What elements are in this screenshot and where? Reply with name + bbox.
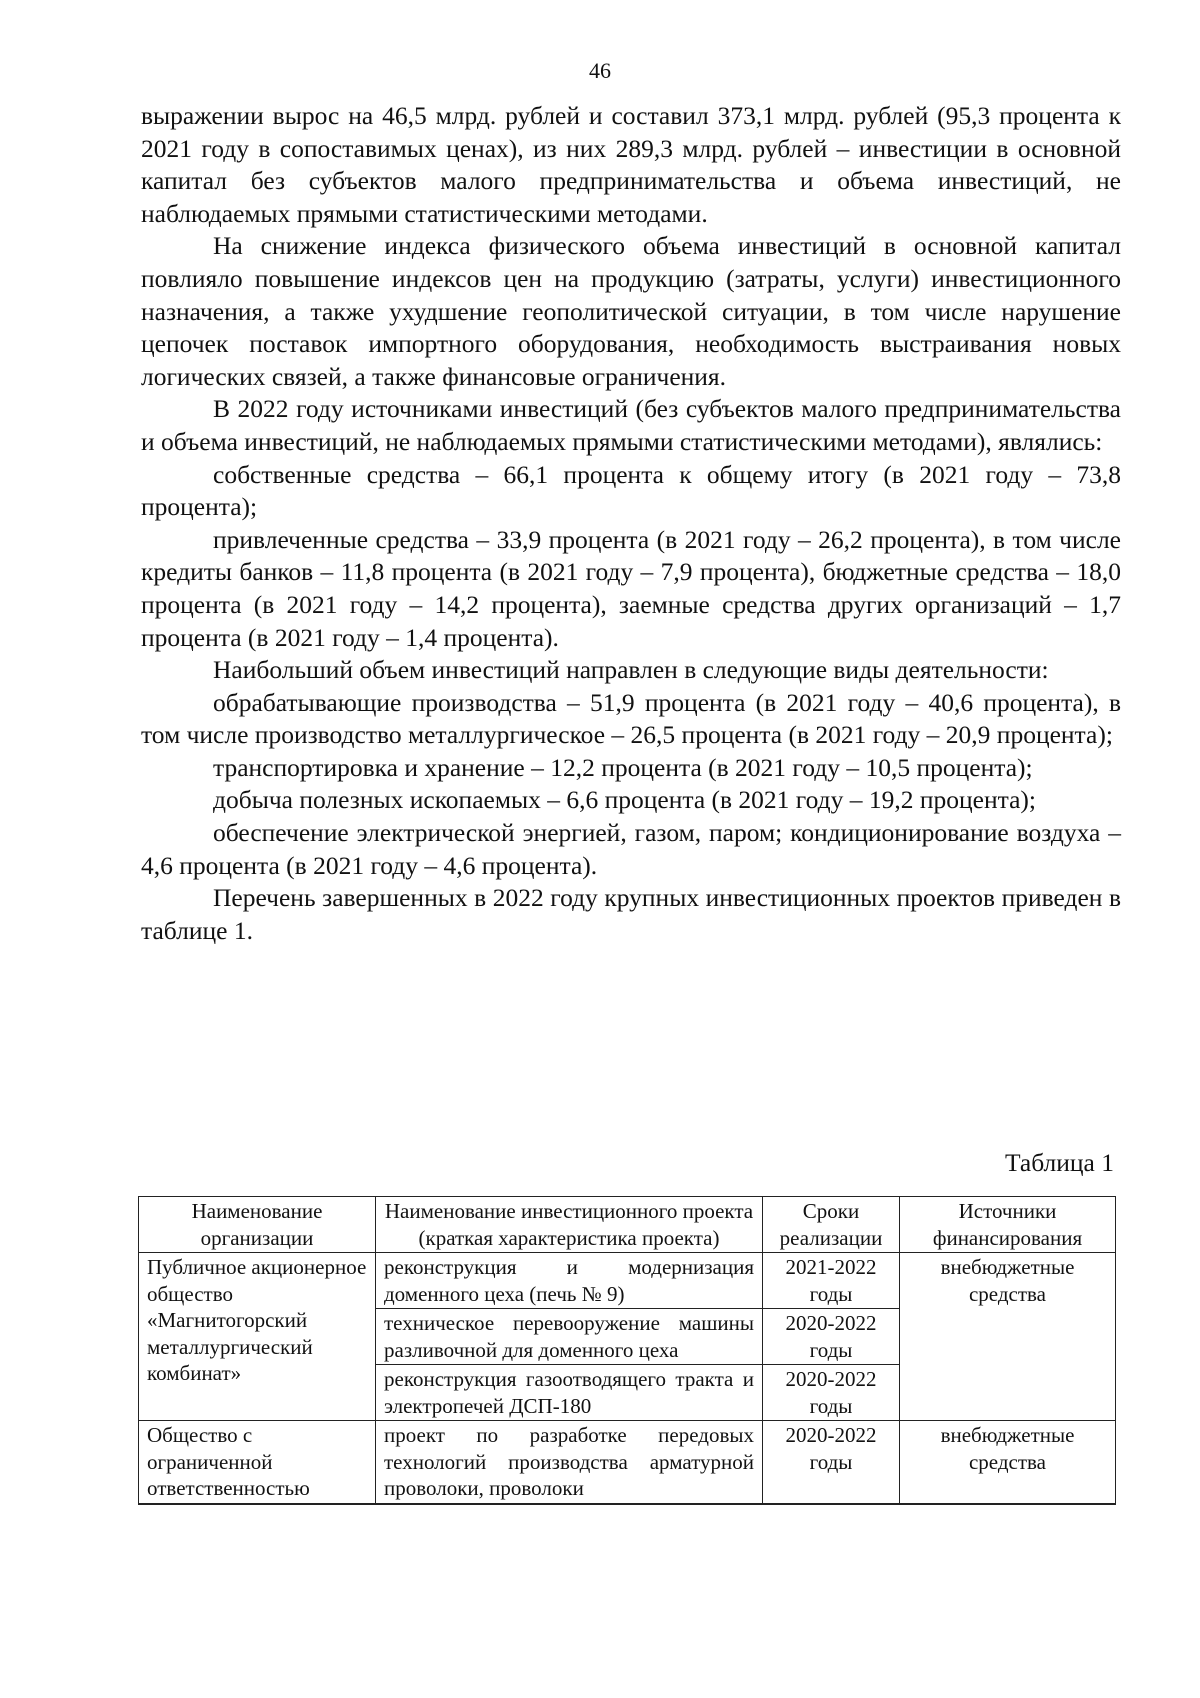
paragraph: выражении вырос на 46,5 млрд. рублей и составил 373,1 млрд. рублей (95,3 процента к 2021 году в сопоставимых ценах), из них 289,3 млрд. рублей – инвестиции в основной капитал без субъектов малого предпринимательства и объема инвестиций, не наблюдаемых прямыми статистическими методами. <box>141 101 1121 228</box>
period-cell: 2020-2022 годы <box>763 1421 900 1504</box>
list-item: обрабатывающие производства – 51,9 процента (в 2021 году – 40,6 процента), в том числе производство металлургическое – 26,5 процента (в 2021 году – 20,9 процента); <box>141 687 1121 750</box>
paragraph: Перечень завершенных в 2022 году крупных инвестиционных проектов приведен в таблице 1. <box>141 883 1121 945</box>
period-cell: 2020-2022 годы <box>763 1309 900 1365</box>
header-organization: Наименование организации <box>139 1197 376 1253</box>
project-cell: проект по разработке передовых технологий производства арматурной проволоки, проволоки <box>376 1421 763 1504</box>
period-cell: 2020-2022 годы <box>763 1365 900 1421</box>
organization-cell: Публичное акционерное общество «Магнитогорский металлургический комбинат» <box>139 1253 376 1421</box>
organization-cell: Общество с ограниченной ответственностью <box>139 1421 376 1504</box>
funding-cell: внебюджетные средства <box>900 1421 1116 1504</box>
header-project: Наименование инвестиционного проекта (краткая характеристика проекта) <box>376 1197 763 1253</box>
table-caption: Таблица 1 <box>1004 1148 1114 1177</box>
paragraph: В 2022 году источниками инвестиций (без субъектов малого предпринимательства и объема инвестиций, не наблюдаемых прямыми статистическими методами), являлись: <box>141 394 1121 456</box>
table-row <box>139 1421 1116 1504</box>
paragraph: На снижение индекса физического объема инвестиций в основной капитал повлияло повышение индексов цен на продукцию (затраты, услуги) инвестиционного назначения, а также ухудшение геополитической ситуации, в том числе нарушение цепочек поставок импортного оборудования, необходимость выстраивания новых логических связей, а также финансовые ограничения. <box>141 231 1121 391</box>
period-cell: 2021-2022 годы <box>763 1253 900 1309</box>
projects-table <box>138 1196 1116 1505</box>
list-item: обеспечение электрической энергией, газом, паром; кондиционирование воздуха – 4,6 процента (в 2021 году – 4,6 процента). <box>141 818 1121 880</box>
header-funding: Источники финансирования <box>900 1197 1116 1253</box>
project-cell: реконструкция и модернизация доменного цеха (печь № 9) <box>376 1253 763 1309</box>
table-row <box>139 1253 1116 1309</box>
body-text <box>141 100 1121 947</box>
list-item: добыча полезных ископаемых – 6,6 процента (в 2021 году – 19,2 процента); <box>213 785 1036 815</box>
project-cell: техническое перевооружение машины разливочной для доменного цеха <box>376 1309 763 1365</box>
list-item: собственные средства – 66,1 процента к общему итогу (в 2021 году – 73,8 процента); <box>141 459 1121 522</box>
paragraph: Наибольший объем инвестиций направлен в следующие виды деятельности: <box>213 655 1049 685</box>
list-item: привлеченные средства – 33,9 процента (в 2021 году – 26,2 процента), в том числе кредиты банков – 11,8 процента (в 2021 году – 7,9 процента), бюджетные средства – 18,0 процента (в 2021 году – 14,2 процента), заемные средства других организаций – 1,7 процента (в 2021 году – 1,4 процента). <box>141 524 1121 652</box>
header-period: Сроки реализации <box>763 1197 900 1253</box>
funding-cell: внебюджетные средства <box>900 1253 1116 1421</box>
project-cell: реконструкция газоотводящего тракта и электропечей ДСП-180 <box>376 1365 763 1421</box>
list-item: транспортировка и хранение – 12,2 процента (в 2021 году – 10,5 процента); <box>213 752 1033 782</box>
table-header-row <box>139 1197 1116 1253</box>
page-number: 46 <box>589 58 611 83</box>
